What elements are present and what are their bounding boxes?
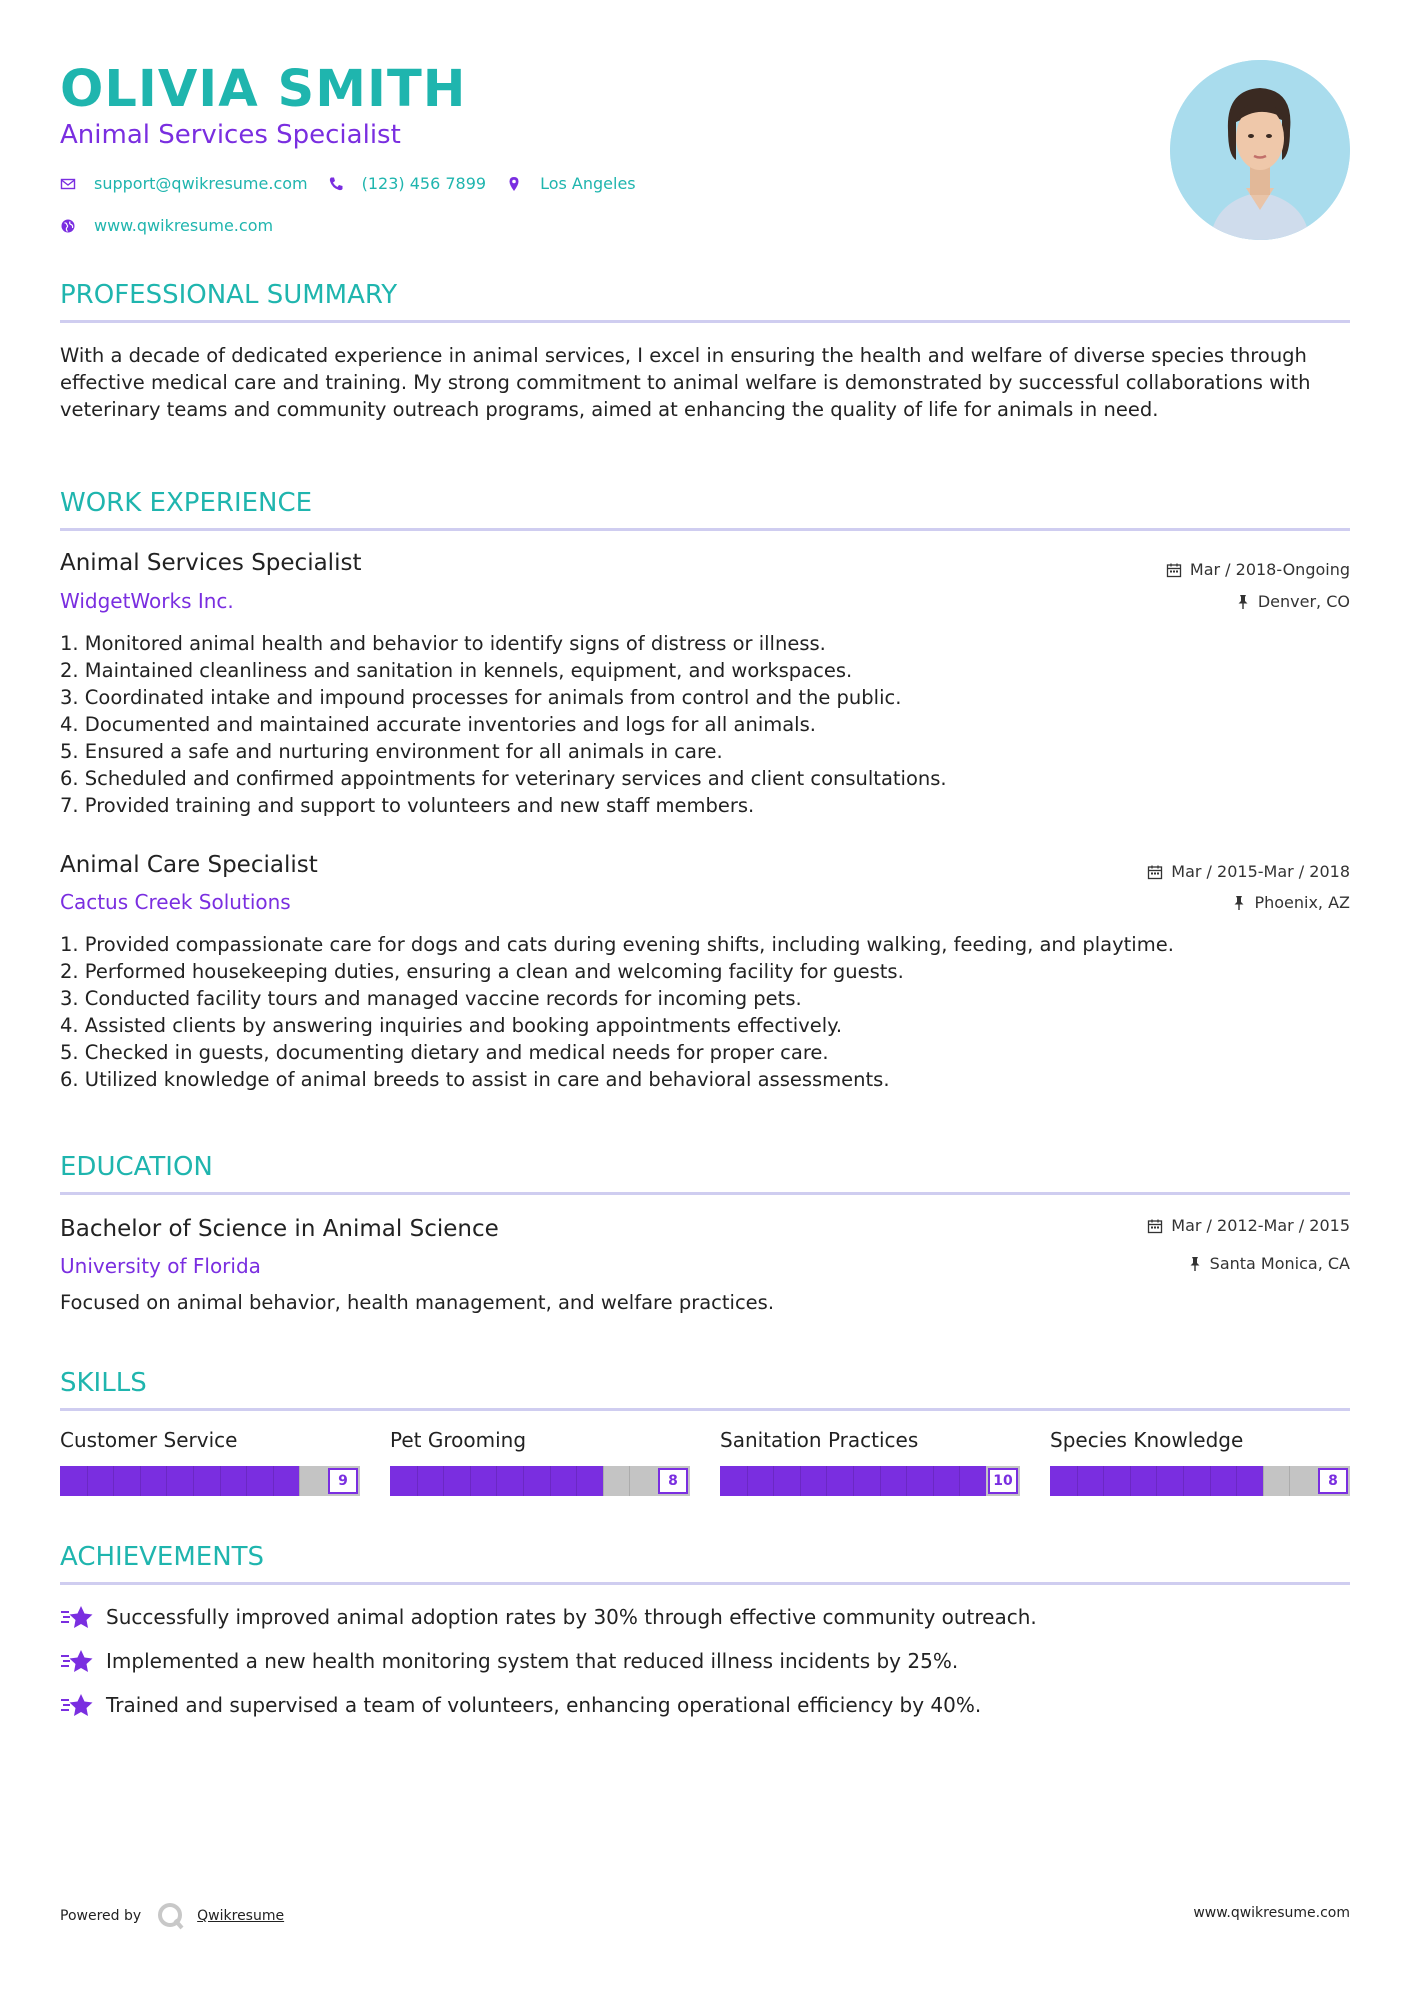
skill-segment-divider	[299, 1466, 300, 1496]
list-item: 5. Ensured a safe and nurturing environment for all animals in care.	[60, 740, 723, 763]
skill-segment-divider	[933, 1466, 934, 1496]
achievement-text: Trained and supervised a team of volunteers, enhancing operational efficiency by 40%.	[106, 1693, 982, 1717]
calendar-icon	[1147, 864, 1163, 880]
section-title-experience: WORK EXPERIENCE	[60, 488, 1350, 531]
skill-name: Species Knowledge	[1050, 1428, 1244, 1452]
degree-title: Bachelor of Science in Animal Science	[60, 1216, 499, 1242]
skill-item	[1050, 1428, 1350, 1496]
job-dates-text: Mar / 2015-Mar / 2018	[1171, 862, 1350, 881]
portrait-illustration	[1170, 60, 1350, 240]
education-dates-text: Mar / 2012-Mar / 2015	[1171, 1216, 1350, 1235]
list-item: 7. Provided training and support to volunteers and new staff members.	[60, 794, 755, 817]
candidate-title: Animal Services Specialist	[60, 120, 401, 150]
website-row	[60, 216, 293, 235]
skill-segment-divider	[906, 1466, 907, 1496]
skill-score: 9	[328, 1468, 358, 1494]
achievement-item	[60, 1692, 981, 1718]
qwikresume-logo-icon	[155, 1900, 187, 1932]
shooting-star-icon	[60, 1692, 94, 1718]
list-item: 2. Performed housekeeping duties, ensuring a clean and welcoming facility for guests.	[60, 960, 904, 983]
shooting-star-icon	[60, 1604, 94, 1630]
section-title-achievements: ACHIEVEMENTS	[60, 1542, 1350, 1585]
resume-page	[60, 0, 1350, 1990]
list-item: 3. Conducted facility tours and managed vaccine records for incoming pets.	[60, 987, 802, 1010]
skill-segment-divider	[1130, 1466, 1131, 1496]
skill-segment-divider	[1236, 1466, 1237, 1496]
summary-text: With a decade of dedicated experience in animal services, I excel in ensuring the health and welfare of diverse species through effective medical care and training. My strong commitment to animal welfare is demonstrated by successful collaborations with veterinary teams and community outreach programs, aimed at enhancing the quality of life for animals in need.	[60, 344, 1311, 421]
section-title-education: EDUCATION	[60, 1152, 1350, 1195]
skill-segment-divider	[1103, 1466, 1104, 1496]
map-pin-icon	[506, 176, 522, 192]
skill-segment-divider	[166, 1466, 167, 1496]
skill-segment-divider	[140, 1466, 141, 1496]
list-item: 4. Assisted clients by answering inquiries and booking appointments effectively.	[60, 1014, 843, 1037]
skill-segment-divider	[959, 1466, 960, 1496]
location-item	[506, 174, 636, 193]
skill-level-bar	[720, 1466, 1020, 1496]
skill-segment-divider	[880, 1466, 881, 1496]
skill-segment-divider	[800, 1466, 801, 1496]
education-dates	[1147, 1216, 1350, 1235]
education-location	[1188, 1254, 1350, 1273]
skill-segment-divider	[193, 1466, 194, 1496]
list-item: 5. Checked in guests, documenting dietary and medical needs for proper care.	[60, 1041, 829, 1064]
company-name: WidgetWorks Inc.	[60, 589, 234, 613]
skill-segment-divider	[603, 1466, 604, 1496]
email-item[interactable]	[60, 174, 308, 193]
pushpin-icon	[1232, 895, 1246, 911]
achievement-text: Successfully improved animal adoption rates by 30% through effective community outreach.	[106, 1605, 1037, 1629]
achievement-item	[60, 1648, 958, 1674]
skill-segment-divider	[1210, 1466, 1211, 1496]
skill-name: Sanitation Practices	[720, 1428, 919, 1452]
skill-segment-divider	[1289, 1466, 1290, 1496]
list-item: 6. Utilized knowledge of animal breeds to assist in care and behavioral assessments.	[60, 1068, 890, 1091]
job-title: Animal Services Specialist	[60, 550, 362, 576]
envelope-icon	[60, 176, 76, 192]
skill-segment-divider	[470, 1466, 471, 1496]
skill-segment-divider	[417, 1466, 418, 1496]
skill-segment-divider	[550, 1466, 551, 1496]
section-title-summary: PROFESSIONAL SUMMARY	[60, 280, 1350, 323]
list-item: 2. Maintained cleanliness and sanitation in kennels, equipment, and workspaces.	[60, 659, 853, 682]
skill-segment-divider	[246, 1466, 247, 1496]
skill-segment-divider	[773, 1466, 774, 1496]
skill-segment-divider	[853, 1466, 854, 1496]
skill-segment-divider	[747, 1466, 748, 1496]
list-item: 3. Coordinated intake and impound processes for animals from control and the public.	[60, 686, 902, 709]
skill-segment-divider	[1077, 1466, 1078, 1496]
achievement-item	[60, 1604, 1037, 1630]
skill-segment-divider	[113, 1466, 114, 1496]
education-description: Focused on animal behavior, health management, and welfare practices.	[60, 1291, 775, 1314]
skill-segment-divider	[826, 1466, 827, 1496]
job-bullets	[60, 931, 1350, 1093]
skill-item	[390, 1428, 690, 1496]
calendar-icon	[1147, 1218, 1163, 1234]
brand-link[interactable]: Qwikresume	[197, 1908, 285, 1924]
skill-segment-divider	[220, 1466, 221, 1496]
candidate-name: OLIVIA SMITH	[60, 60, 467, 119]
skill-level-bar	[60, 1466, 360, 1496]
skill-segment-divider	[629, 1466, 630, 1496]
calendar-icon	[1166, 562, 1182, 578]
job-dates	[1147, 862, 1350, 881]
skill-score: 10	[988, 1468, 1018, 1494]
website-item[interactable]	[60, 216, 273, 235]
skill-segment-divider	[1156, 1466, 1157, 1496]
pushpin-icon	[1236, 594, 1250, 610]
company-name: Cactus Creek Solutions	[60, 890, 291, 914]
shooting-star-icon	[60, 1648, 94, 1674]
phone-icon	[328, 176, 344, 192]
job-location-text: Denver, CO	[1257, 592, 1350, 611]
job-location	[1232, 893, 1350, 912]
skill-level-fill	[60, 1466, 299, 1496]
skill-segment-divider	[523, 1466, 524, 1496]
globe-icon	[60, 218, 76, 234]
skill-segment-divider	[443, 1466, 444, 1496]
skill-item	[720, 1428, 1020, 1496]
skill-segment-divider	[87, 1466, 88, 1496]
contact-row	[60, 174, 656, 193]
job-dates-text: Mar / 2018-Ongoing	[1189, 560, 1350, 579]
achievement-text: Implemented a new health monitoring system that reduced illness incidents by 25%.	[106, 1649, 959, 1673]
footer-powered-by	[60, 1900, 284, 1932]
skill-segment-divider	[273, 1466, 274, 1496]
skill-name: Pet Grooming	[390, 1428, 527, 1452]
job-bullets	[60, 630, 1350, 819]
school-name: University of Florida	[60, 1254, 261, 1278]
section-title-skills: SKILLS	[60, 1368, 1350, 1411]
skill-name: Customer Service	[60, 1428, 238, 1452]
skill-item	[60, 1428, 360, 1496]
footer-website[interactable]: www.qwikresume.com	[1193, 1905, 1350, 1921]
skill-segment-divider	[496, 1466, 497, 1496]
skill-segment-divider	[576, 1466, 577, 1496]
list-item: 6. Scheduled and confirmed appointments for veterinary services and client consultations.	[60, 767, 947, 790]
skill-level-bar	[1050, 1466, 1350, 1496]
skill-segment-divider	[1183, 1466, 1184, 1496]
education-location-text: Santa Monica, CA	[1209, 1254, 1350, 1273]
job-location-text: Phoenix, AZ	[1254, 893, 1350, 912]
pushpin-icon	[1188, 1256, 1202, 1272]
profile-photo	[1170, 60, 1350, 240]
email-text[interactable]: support@qwikresume.com	[94, 174, 308, 193]
list-item: 4. Documented and maintained accurate inventories and logs for all animals.	[60, 713, 816, 736]
website-text[interactable]: www.qwikresume.com	[94, 216, 274, 235]
skill-score: 8	[658, 1468, 688, 1494]
skill-score: 8	[1318, 1468, 1348, 1494]
location-text: Los Angeles	[540, 174, 636, 193]
skill-level-bar	[390, 1466, 690, 1496]
list-item: 1. Monitored animal health and behavior to identify signs of distress or illness.	[60, 632, 826, 655]
phone-item[interactable]	[328, 174, 486, 193]
job-location	[1236, 592, 1350, 611]
phone-text[interactable]: (123) 456 7899	[361, 174, 487, 193]
skill-segment-divider	[1263, 1466, 1264, 1496]
job-title: Animal Care Specialist	[60, 852, 318, 878]
powered-by-text: Powered by	[60, 1908, 142, 1924]
job-dates	[1166, 560, 1350, 579]
list-item: 1. Provided compassionate care for dogs and cats during evening shifts, including walking, feeding, and playtime.	[60, 933, 1174, 956]
